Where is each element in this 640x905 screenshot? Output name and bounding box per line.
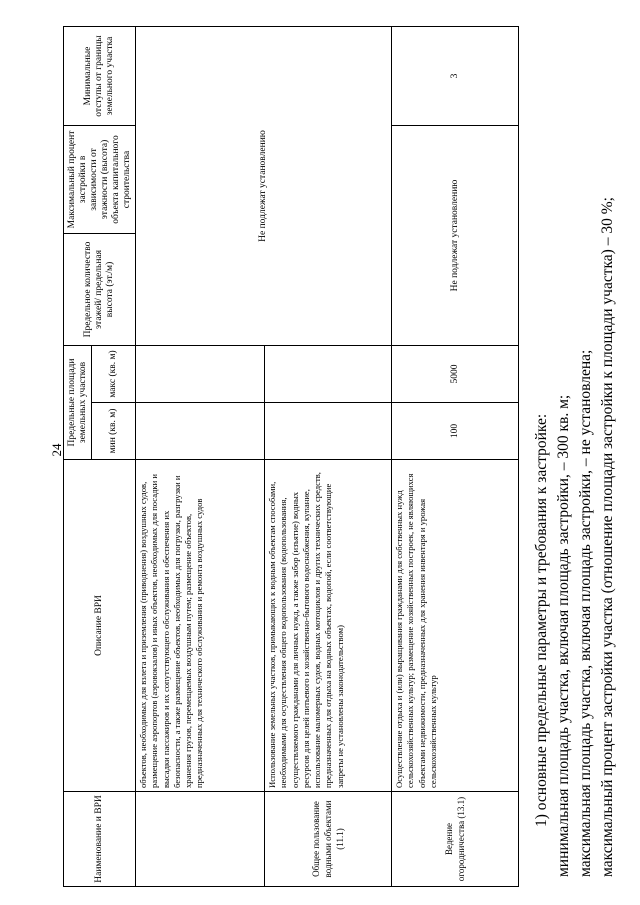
not-subject-merged-cell: Не подлежат установлению [136, 26, 392, 345]
row-description: Использование земельных участков, примыкающих к водным объектам способами, необходимыми для осуществления общего водопользования (водопользования, осуществляемого гражданами для личных нужд, а также забор (изъятие) водных ресурсов для целей питьевого и хозяйственно-бытового водоснабжения, купание, использование маломерных судов, водных мотоциклов и других технических средств, предназначенных для отдыха на водных объектах, водопой, если соответствующие запреты не установлены законодательством) [265, 460, 392, 792]
table-row [391, 26, 518, 886]
row-not-set-cell: Не подлежат установлению [391, 125, 518, 345]
param-line: максимальная площадь участка, включая площадь застройки, – не установлена; [577, 349, 594, 877]
row-area-min: 100 [391, 403, 518, 460]
row-name: Ведение огородничества (13.1) [391, 792, 518, 887]
page-number: 24 [49, 443, 64, 457]
header-area-min: мин (кв. м) [92, 403, 136, 460]
table-row [136, 26, 265, 886]
row-area-max [265, 345, 392, 402]
param-line: максимальный процент застройки участка (отношение площади застройки к площади участка) – 30 %; [599, 197, 616, 877]
row-area-min [265, 403, 392, 460]
row-name: Общее пользование водными объектами (11.1) [265, 792, 392, 887]
row-name [136, 792, 265, 887]
row-description: Осуществление отдыха и (или) выращивания гражданами для собственных нужд сельскохозяйственных культур; размещение хозяйственных построек, не являющихся объектами недвижимости, предназначенных для хранения инвентаря и урожая сельскохозяйственных культур [391, 460, 518, 792]
header-description: Описание ВРИ [64, 460, 136, 792]
row-setback: 3 [391, 26, 518, 125]
header-name: Наименование и ВРИ [64, 792, 136, 887]
vri-table [63, 26, 519, 887]
params-intro: 1) основные предельные параметры и требования к застройке: [533, 413, 550, 827]
rotated-page-content [63, 27, 623, 887]
header-area-max: макс (кв. м) [92, 345, 136, 402]
building-parameters [531, 27, 619, 877]
row-area-max: 5000 [391, 345, 518, 402]
param-line: минимальная площадь участка, включая площадь застройки, – 300 кв. м; [555, 394, 572, 877]
row-description: объектов, необходимых для взлета и приземления (приводнения) воздушных судов, размещение аэропортов (аэровокзалов) и иных объектов, необходимых для посадки и высадки пассажиров и их сопутствующего обслуживания и обеспечения их безопасности, а также размещение объектов, необходимых для погрузки, разгрузки и хранения грузов, перемещаемых воздушным путем; размещение объектов, предназначенных для технического обслуживания и ремонта воздушных судов [136, 460, 265, 792]
header-area-group: Предельные площади земельных участков [64, 345, 92, 459]
header-floors: Предельное количество этажей/ предельная высота (эт./м) [64, 233, 136, 345]
header-coverage: Максимальный процент застройки в зависимости от этажности (высота) объекта капитального строительства [64, 125, 136, 233]
row-area-max [136, 345, 265, 402]
header-setback: Минимальные отступы от границы земельного участка [64, 26, 136, 125]
row-area-min [136, 403, 265, 460]
